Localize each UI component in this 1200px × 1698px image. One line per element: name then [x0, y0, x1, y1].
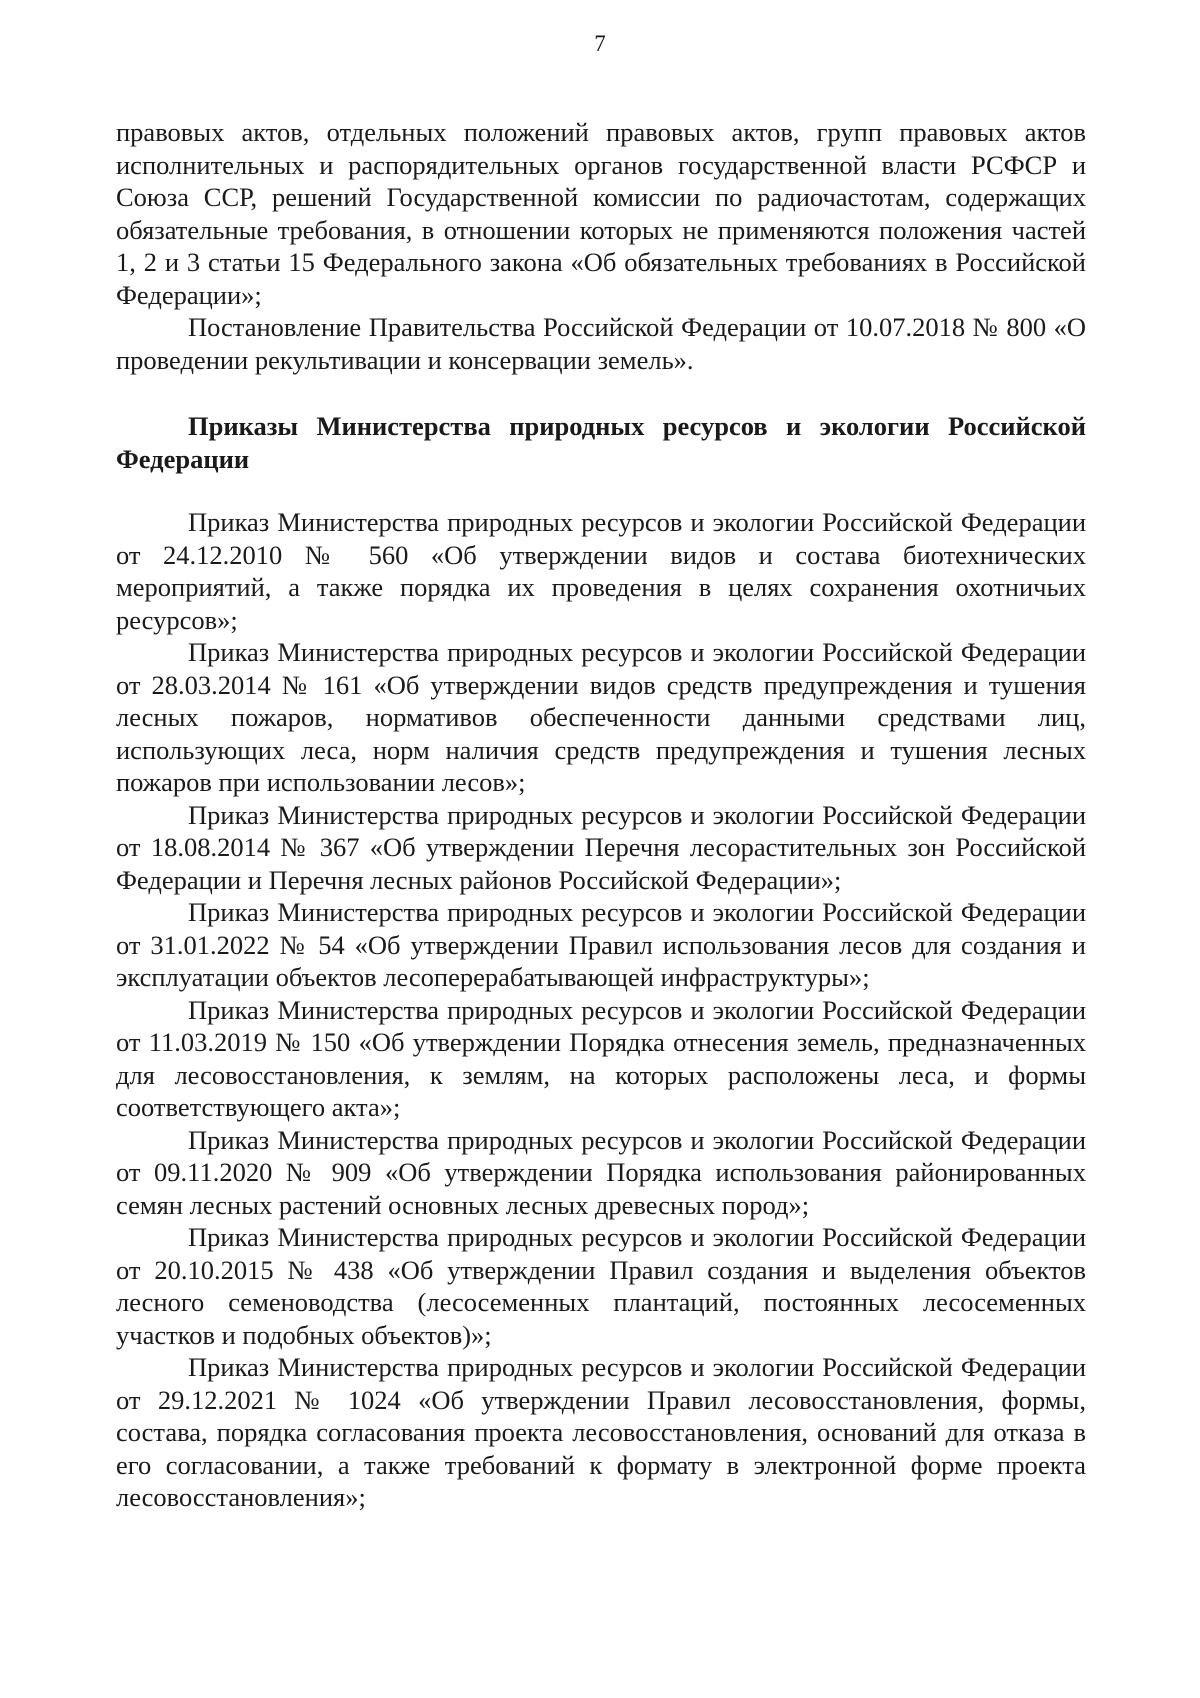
- page-number: 7: [594, 31, 606, 56]
- order-paragraph-3: Приказ Министерства природных ресурсов и экологии Российской Федерации от 18.08.2014 № 367 «Об утверждении Перечня лесорастительных зон Российской Федерации и Перечня лесных районов Российской Федерации»;: [116, 799, 1086, 895]
- document-body: [116, 116, 1086, 1514]
- section-spacer: [116, 475, 1086, 506]
- order-paragraph-5: Приказ Министерства природных ресурсов и экологии Российской Федерации от 11.03.2019 № 150 «Об утверждении Порядка отнесения земель, предназначенных для лесовосстановления, к землям, на которых расположены леса, и формы соответствующего акта»;: [116, 994, 1086, 1122]
- order-paragraph-1: Приказ Министерства природных ресурсов и экологии Российской Федерации от 24.12.2010 № 560 «Об утверждении видов и состава биотехнических мероприятий, а также порядка их проведения в целях сохранения охотничьих ресурсов»;: [116, 507, 1086, 635]
- intro-paragraph-2: Постановление Правительства Российской Федерации от 10.07.2018 № 800 «О проведении рекультивации и консервации земель».: [116, 312, 1086, 375]
- order-paragraph-6: Приказ Министерства природных ресурсов и экологии Российской Федерации от 09.11.2020 № 909 «Об утверждении Порядка использования районированных семян лесных растений основных лесных древесных пород»;: [116, 1124, 1086, 1220]
- intro-paragraph-1: правовых актов, отдельных положений правовых актов, групп правовых актов исполнительных и распорядительных органов государственной власти РСФСР и Союза ССР, решений Государственной комиссии по радиочастотам, содержащих обязательные требования, в отношении которых не применяются положения частей 1, 2 и 3 статьи 15 Федерального закона «Об обязательных требованиях в Российской Федерации»;: [116, 117, 1086, 310]
- order-paragraph-8: Приказ Министерства природных ресурсов и экологии Российской Федерации от 29.12.2021 № 1024 «Об утверждении Правил лесовосстановления, формы, состава, порядка согласования проекта лесовосстановления, оснований для отказа в его согласовании, а также требований к формату в электронной форме проекта лесовосстановления»;: [116, 1352, 1086, 1512]
- order-paragraph-7: Приказ Министерства природных ресурсов и экологии Российской Федерации от 20.10.2015 № 438 «Об утверждении Правил создания и выделения объектов лесного семеноводства (лесосеменных плантаций, постоянных лесосеменных участков и подобных объектов)»;: [116, 1222, 1086, 1350]
- order-paragraph-4: Приказ Министерства природных ресурсов и экологии Российской Федерации от 31.01.2022 № 54 «Об утверждении Правил использования лесов для создания и эксплуатации объектов лесоперерабатывающей инфраструктуры»;: [116, 897, 1086, 992]
- section-heading: Приказы Министерства природных ресурсов и экологии Российской Федерации: [116, 411, 1086, 474]
- order-paragraph-2: Приказ Министерства природных ресурсов и экологии Российской Федерации от 28.03.2014 № 161 «Об утверждении видов средств предупреждения и тушения лесных пожаров, нормативов обеспеченности данными средствами лиц, использующих леса, норм наличия средств предупреждения и тушения лесных пожаров при использовании лесов»;: [116, 637, 1086, 797]
